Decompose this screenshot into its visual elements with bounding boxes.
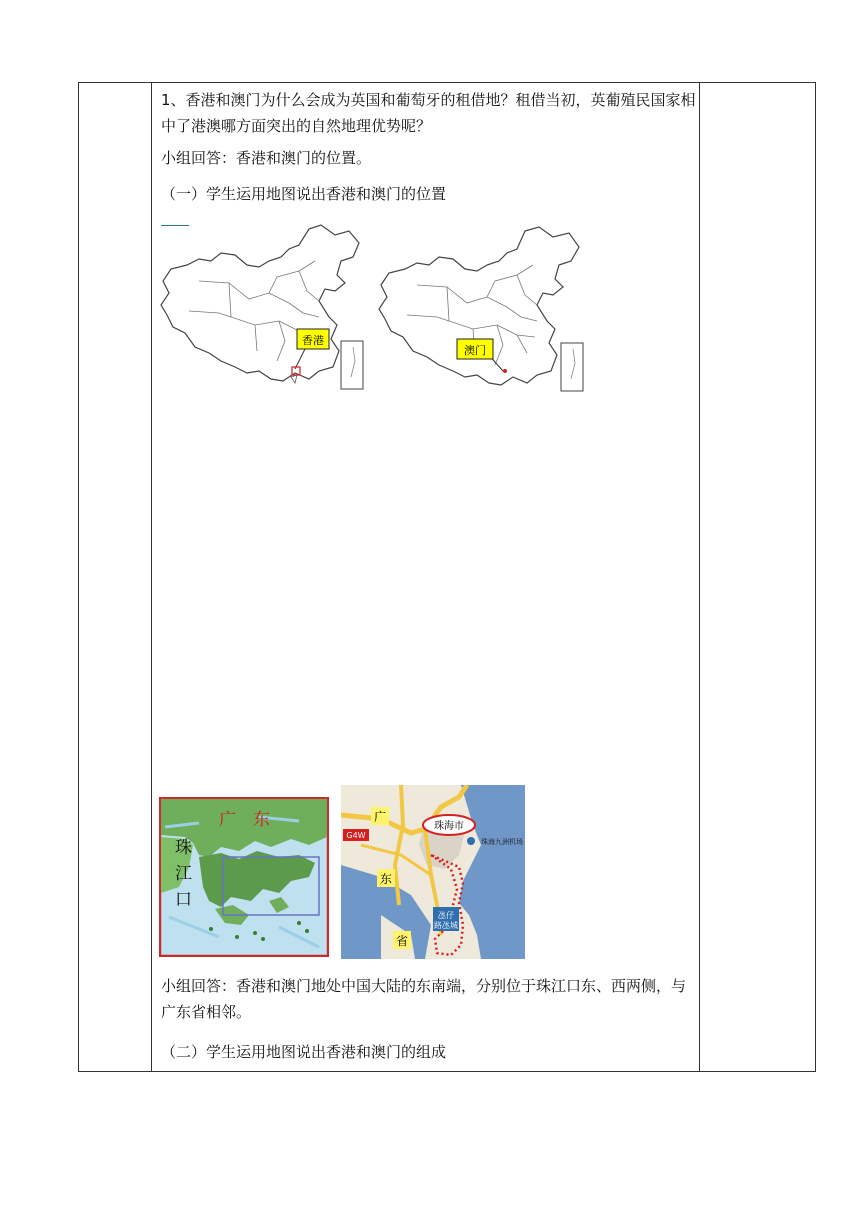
zhuhai-city-label: 珠海市: [434, 821, 464, 832]
hongkong-map-label: 香港: [302, 334, 324, 347]
estuary-char-3: 口: [175, 890, 192, 910]
china-map-hongkong: [159, 221, 367, 391]
estuary-char-2: 江: [175, 864, 192, 884]
province-label: 广 东: [219, 810, 270, 830]
estuary-char-1: 珠: [175, 838, 192, 858]
section-heading-1: （一）学生运用地图说出香港和澳门的位置: [161, 185, 447, 203]
group-answer-1: 小组回答：香港和澳门的位置。: [161, 149, 372, 167]
group-answer-2: 小组回答：香港和澳门地处中国大陆的东南端，分别位于珠江口东、西两侧，与广东省相邻。: [161, 977, 687, 1021]
lesson-table: [78, 82, 816, 1072]
section-heading-2: （二）学生运用地图说出香港和澳门的组成: [161, 1043, 447, 1061]
china-map-macau: [375, 225, 587, 393]
highway-badge: G4W: [346, 831, 366, 840]
macau-map-label: 澳门: [464, 344, 486, 357]
question-text: 1、香港和澳门为什么会成为英国和葡萄牙的租借地？租借当初，英葡殖民国家相中了港澳哪方面突出的自然地理优势呢？: [161, 91, 696, 135]
macau-map-char-2: 东: [379, 872, 393, 886]
airport-label: 珠海九洲机场: [481, 838, 523, 846]
table-column-divider-left: [151, 83, 152, 1071]
taipa-label: 氹仔: [438, 911, 454, 920]
cotai-label: 路氹城: [434, 921, 458, 930]
macau-map-char-1: 广: [373, 810, 387, 824]
macau-region-map: [341, 785, 525, 959]
table-column-divider-right: [699, 83, 700, 1071]
hongkong-region-map: [159, 797, 329, 957]
macau-map-char-3: 省: [395, 934, 409, 948]
